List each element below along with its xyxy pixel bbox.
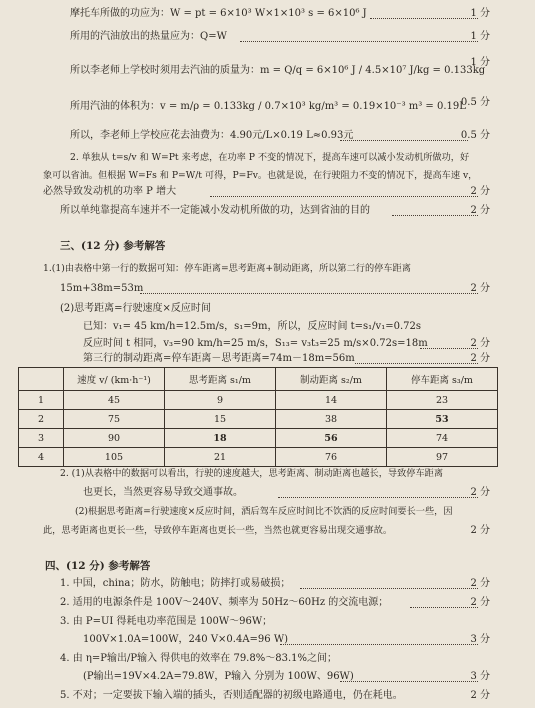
table-row — [19, 410, 498, 429]
leader-dots — [280, 644, 478, 645]
text-line: 所以李老师上学校时须用去汽油的质量为：m = Q/q = 6×10⁶ J / 4.5×10⁷ J/kg = 0.133kg — [70, 65, 486, 76]
table-cell: 15 — [165, 410, 276, 429]
table-cell: 23 — [387, 391, 498, 410]
table-cell: 76 — [276, 448, 387, 467]
score: 0.5 分 — [460, 97, 490, 108]
leader-dots — [210, 196, 478, 197]
text-line: 所以单纯靠提高车速并不一定能减小发动机所做的功，达到省油的目的 — [60, 205, 370, 216]
leader-dots — [140, 293, 478, 294]
table-row — [19, 448, 498, 467]
text-line: 所以，李老师上学校应花去油费为：4.90元/L×0.19 L≈0.93元 — [70, 130, 354, 141]
text-line: 5. 不对；一定要拔下输入端的插头，否则适配器的初级电路通电，仍在耗电。 — [60, 690, 403, 701]
leader-dots — [392, 215, 478, 216]
table-cell: 18 — [165, 429, 276, 448]
text-line: 所用的汽油放出的热量应为：Q=W — [70, 31, 227, 42]
table-cell: 2 — [19, 410, 64, 429]
leader-dots — [340, 681, 478, 682]
table-cell: 45 — [64, 391, 165, 410]
text-line: (2)思考距离=行驶速度×反应时间 — [60, 303, 211, 314]
table-cell: 21 — [165, 448, 276, 467]
text-line: 2. 单独从 t=s/v 和 W=Pt 来考虑，在功率 P 不变的情况下，提高车速可以减小发动机所做功，好 — [70, 152, 470, 163]
text-line: 2. 适用的电源条件是 100V～240V、频率为 50Hz～60Hz 的交流电源； — [60, 597, 389, 608]
text-line: (P输出=19V×4.2A=79.8W，P输入 分别为 100W、96W) — [83, 671, 354, 682]
table-header-cell — [19, 368, 64, 391]
text-line: 反应时间 t 相同，v₃=90 km/h=25 m/s，S₁₃= v₃t₃=25 m/s×0.72s=18m — [83, 338, 428, 349]
table-row — [19, 429, 498, 448]
text-line: 第三行的制动距离=停车距离－思考距离=74m－18m=56m — [83, 353, 355, 364]
score: 2 分 — [470, 283, 490, 294]
table-cell: 3 — [19, 429, 64, 448]
score: 2 分 — [470, 338, 490, 349]
leader-dots — [410, 607, 478, 608]
table-cell: 90 — [64, 429, 165, 448]
leader-dots — [340, 140, 468, 141]
score: 2 分 — [470, 205, 490, 216]
section-heading: 四、(12 分) 参考解答 — [45, 560, 151, 572]
table-header-cell: 思考距离 s₁/m — [165, 368, 276, 391]
table-cell: 53 — [387, 410, 498, 429]
leader-dots — [278, 497, 478, 498]
text-line: 也更长，当然更容易导致交通事故。 — [83, 487, 243, 498]
score: 1 分 — [470, 57, 490, 68]
text-line: 2. (1)从表格中的数据可以看出，行驶的速度越大，思考距离、制动距离也越长，导致停车距离 — [60, 468, 444, 479]
score: 2 分 — [470, 578, 490, 589]
data-table — [18, 367, 498, 467]
table-header-cell: 制动距离 s₂/m — [276, 368, 387, 391]
text-line: 象可以省油。但根据 W=Fs 和 P=W/t 可得，P=Fv。也就是说，在行驶阻力不变的情况下，提高车速 v， — [43, 170, 478, 181]
text-line: 3. 由 P=UI 得耗电功率范围是 100W～96W； — [60, 616, 273, 627]
text-line: (2)根据思考距离=行驶速度×反应时间，酒后驾车反应时间比不饮酒的反应时间要长一些，因 — [75, 506, 453, 517]
score: 2 分 — [470, 186, 490, 197]
score: 2 分 — [470, 597, 490, 608]
text-line: 100V×1.0A=100W，240 V×0.4A=96 W) — [83, 634, 289, 645]
score: 1 分 — [470, 31, 490, 42]
table-cell: 4 — [19, 448, 64, 467]
table-cell: 9 — [165, 391, 276, 410]
text-line: 4. 由 η=P输出/P输入 得供电的效率在 79.8%～83.1%之间； — [60, 653, 337, 664]
leader-dots — [370, 18, 478, 19]
text-line: 摩托车所做的功应为：W = pt = 6×10³ W×1×10³ s = 6×10⁶ J — [70, 8, 367, 19]
leader-dots — [355, 363, 478, 364]
score: 2 分 — [470, 525, 490, 536]
table-header-cell: 停车距离 s₃/m — [387, 368, 498, 391]
score: 3 分 — [470, 634, 490, 645]
leader-dots — [240, 41, 478, 42]
score: 0.5 分 — [460, 130, 490, 141]
score: 2 分 — [470, 353, 490, 364]
text-line: 所用汽油的体积为：v = m/ρ = 0.133kg / 0.7×10³ kg/m³ = 0.19×10⁻³ m³ = 0.19L — [70, 101, 466, 112]
text-line: 已知：v₁= 45 km/h=12.5m/s，s₁=9m，所以，反应时间 t=s₁/v₁=0.72s — [83, 321, 421, 332]
table-cell: 14 — [276, 391, 387, 410]
table-row — [19, 391, 498, 410]
table-cell: 74 — [387, 429, 498, 448]
score: 2 分 — [470, 487, 490, 498]
table-cell: 97 — [387, 448, 498, 467]
table-header-cell: 速度 v/ (km·h⁻¹) — [64, 368, 165, 391]
text-line: 必然导致发动机的功率 P 增大 — [43, 186, 177, 197]
table-cell: 1 — [19, 391, 64, 410]
section-heading: 三、(12 分) 参考解答 — [60, 240, 166, 252]
table-cell: 56 — [276, 429, 387, 448]
text-line: 1. 中国，china；防水，防触电；防摔打或易破损； — [60, 578, 291, 589]
table-header-row — [19, 368, 498, 391]
leader-dots — [300, 588, 478, 589]
table-cell: 105 — [64, 448, 165, 467]
table-cell: 38 — [276, 410, 387, 429]
text-line: 此，思考距离也更长一些，导致停车距离也更长一些，当然也就更容易出现交通事故。 — [43, 525, 393, 536]
score: 3 分 — [470, 671, 490, 682]
score: 1 分 — [470, 8, 490, 19]
table-cell: 75 — [64, 410, 165, 429]
text-line: 1.(1)由表格中第一行的数据可知：停车距离=思考距离+制动距离，所以第二行的停车距离 — [43, 263, 411, 274]
leader-dots — [420, 348, 478, 349]
score: 2 分 — [470, 690, 490, 701]
text-line: 15m+38m=53m — [60, 283, 144, 294]
